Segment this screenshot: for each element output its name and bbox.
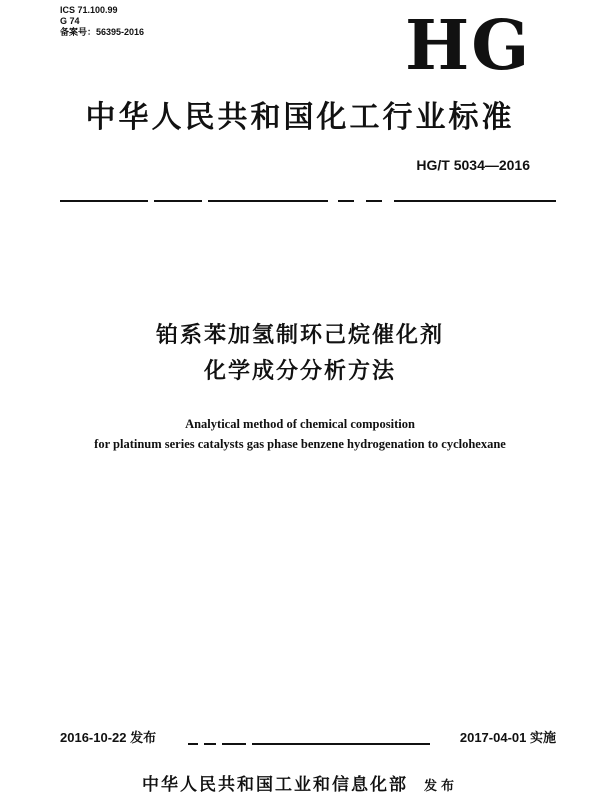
classification-info [60,5,144,38]
issue-date: 2016-10-22 [60,730,127,745]
document-title-cn-line1: 铂系苯加氢制环己烷催化剂 [155,323,444,348]
publisher-verb: 发布 [423,779,458,794]
header-divider [60,200,556,202]
document-title-en-line2: for platinum series catalysts gas phase benzene hydrogenation to cyclohexane [94,437,506,451]
implement-date: 2017-04-01 [459,730,527,745]
ics-code: ICS 71.100.99 [60,5,118,15]
standard-number: HG/T 5034—2016 [416,157,530,173]
document-title-en-line1: Analytical method of chemical composition [185,417,415,431]
footer-divider [60,743,556,745]
publisher-line [0,770,600,795]
issue-label: 发布 [130,730,157,745]
ccs-code: G 74 [60,16,80,26]
document-title-cn [0,318,600,390]
publisher-name: 中华人民共和国工业和信息化部 [141,775,408,795]
implement-label: 实施 [529,730,556,745]
document-title-en [0,414,600,454]
document-title-cn-line2: 化学成分分析方法 [203,359,396,384]
hg-logo: HG [405,6,532,86]
standard-category-title: 中华人民共和国化工行业标准 [85,100,515,135]
record-number: 备案号：56395-2016 [60,27,145,37]
